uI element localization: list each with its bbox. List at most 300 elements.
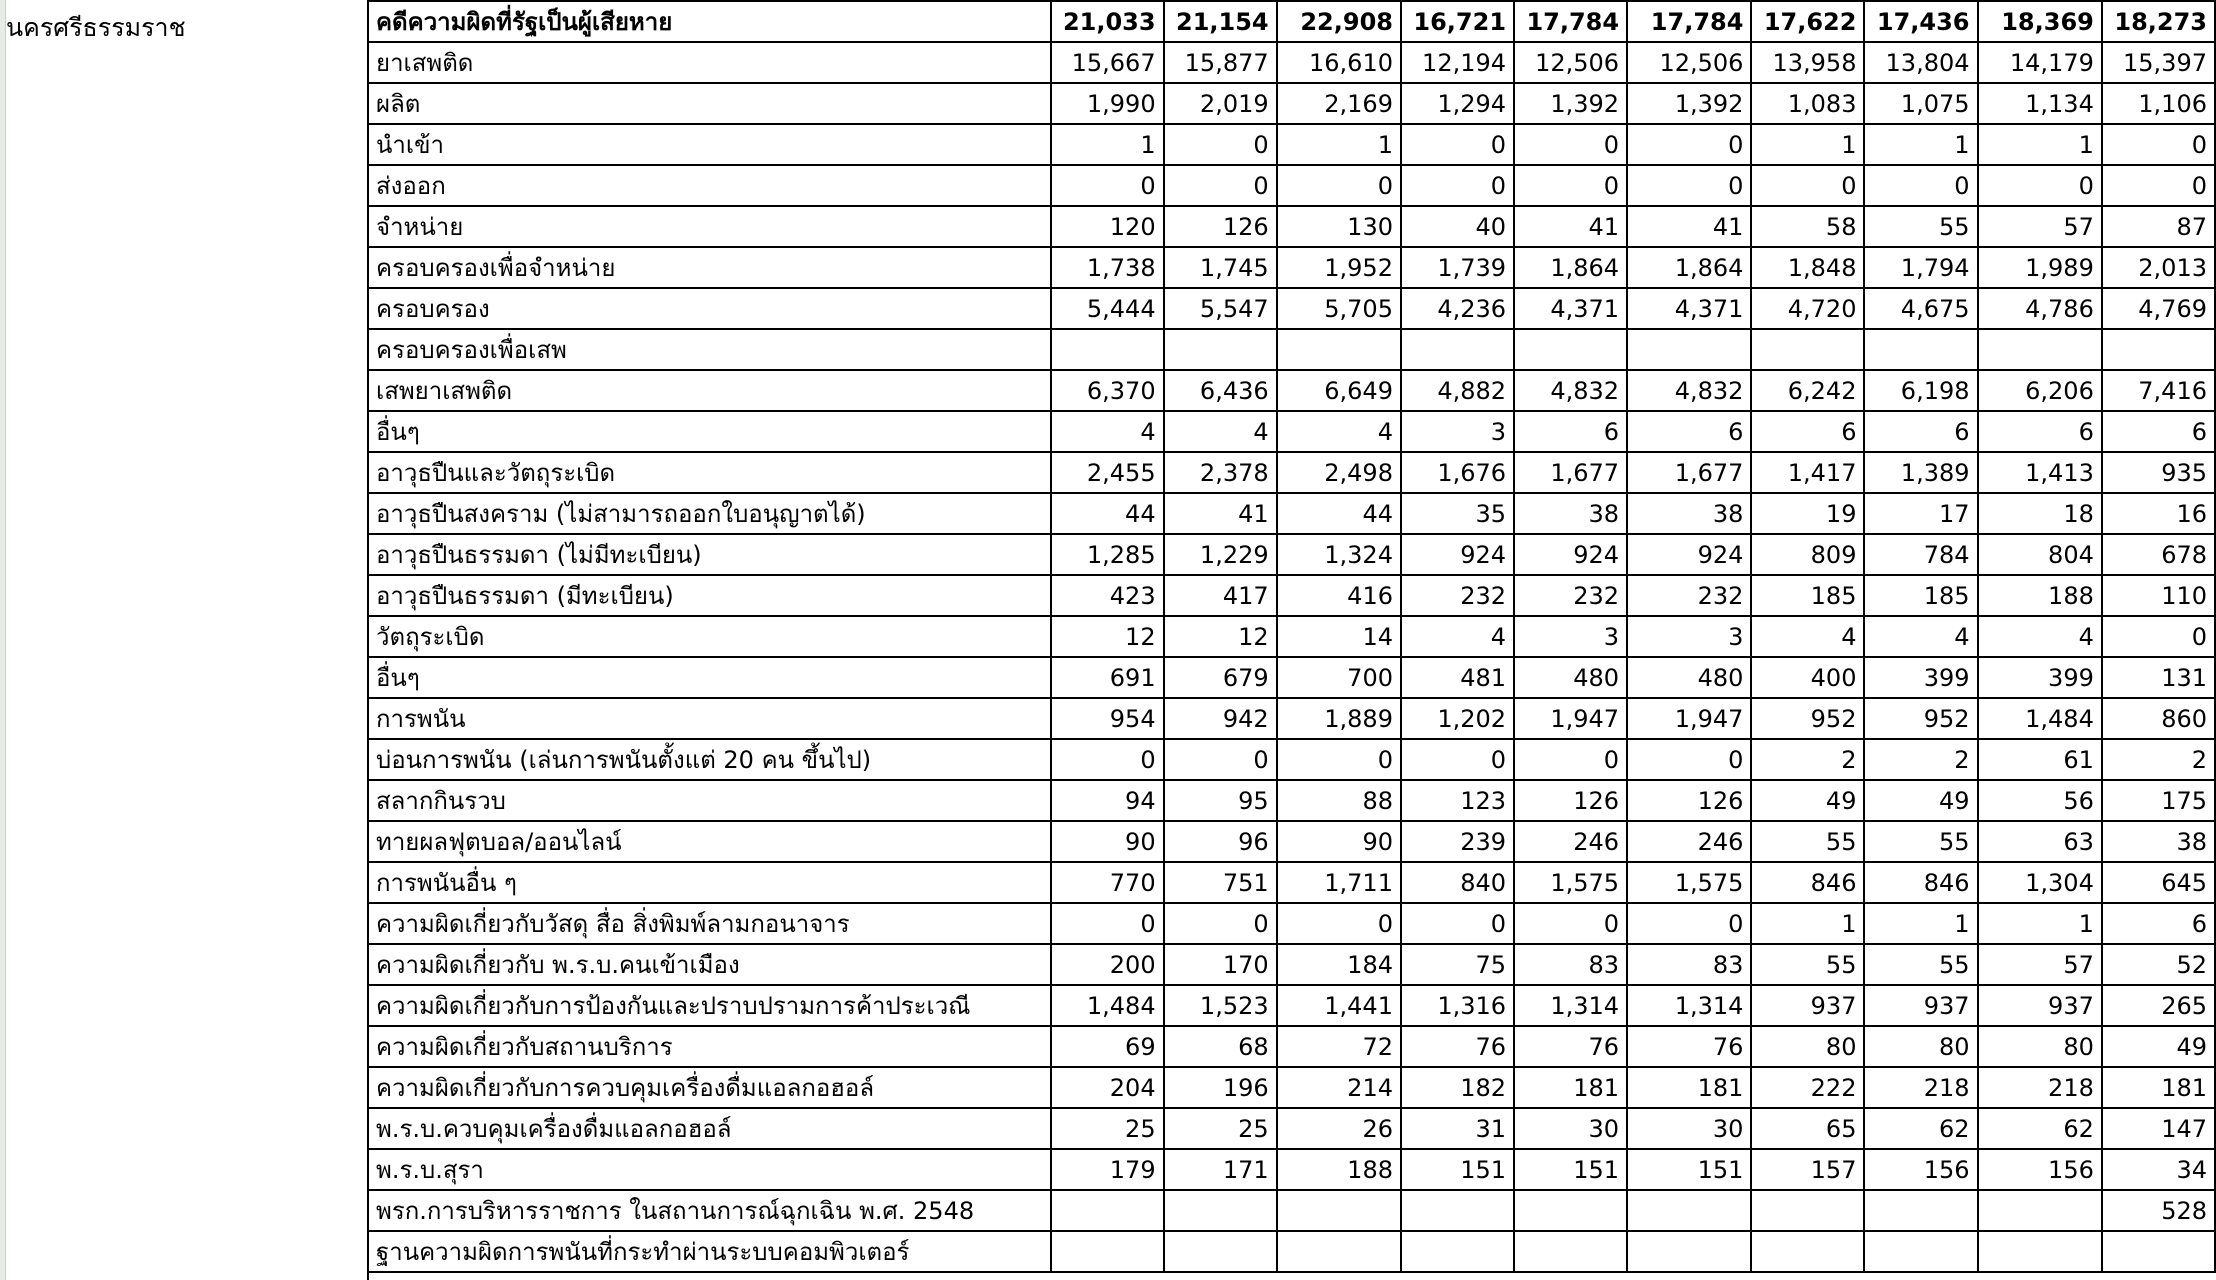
- value-cell[interactable]: 6: [1978, 411, 2102, 452]
- value-cell[interactable]: 860: [2102, 698, 2215, 739]
- value-cell[interactable]: [1051, 329, 1164, 370]
- value-cell[interactable]: 90: [1051, 821, 1164, 862]
- value-cell[interactable]: 69: [1051, 1026, 1164, 1067]
- value-cell[interactable]: 0: [1164, 739, 1277, 780]
- value-cell[interactable]: 4: [1978, 616, 2102, 657]
- value-cell[interactable]: [1978, 329, 2102, 370]
- value-cell[interactable]: 17,436: [1864, 1, 1977, 42]
- value-cell[interactable]: 1,075: [1864, 83, 1977, 124]
- value-cell[interactable]: 1: [1978, 903, 2102, 944]
- row-label-cell[interactable]: วัตถุระเบิด: [368, 616, 1051, 657]
- value-cell[interactable]: 218: [1864, 1067, 1977, 1108]
- value-cell[interactable]: [1627, 329, 1751, 370]
- value-cell[interactable]: 72: [1277, 1026, 1401, 1067]
- value-cell[interactable]: 90: [1277, 821, 1401, 862]
- value-cell[interactable]: 76: [1627, 1026, 1751, 1067]
- value-cell[interactable]: 38: [1514, 493, 1627, 534]
- value-cell[interactable]: 770: [1051, 862, 1164, 903]
- value-cell[interactable]: 55: [1864, 821, 1977, 862]
- value-cell[interactable]: 1,417: [1751, 452, 1864, 493]
- value-cell[interactable]: 2: [1751, 739, 1864, 780]
- value-cell[interactable]: 528: [2102, 1190, 2215, 1231]
- value-cell[interactable]: 0: [2102, 165, 2215, 206]
- value-cell[interactable]: 88: [1277, 780, 1401, 821]
- value-cell[interactable]: 6,242: [1751, 370, 1864, 411]
- value-cell[interactable]: 26: [1277, 1108, 1401, 1149]
- value-cell[interactable]: 1,392: [1627, 83, 1751, 124]
- value-cell[interactable]: 96: [1164, 821, 1277, 862]
- value-cell[interactable]: 4,371: [1514, 288, 1627, 329]
- value-cell[interactable]: 21,154: [1164, 1, 1277, 42]
- value-cell[interactable]: 34: [2102, 1149, 2215, 1190]
- value-cell[interactable]: 1,324: [1277, 534, 1401, 575]
- value-cell[interactable]: 18,369: [1978, 1, 2102, 42]
- value-cell[interactable]: 1: [1864, 903, 1977, 944]
- value-cell[interactable]: [1514, 1190, 1627, 1231]
- value-cell[interactable]: 4: [1401, 616, 1514, 657]
- value-cell[interactable]: [1514, 1231, 1627, 1272]
- value-cell[interactable]: 4,882: [1401, 370, 1514, 411]
- value-cell[interactable]: 2,013: [2102, 247, 2215, 288]
- value-cell[interactable]: 62: [1864, 1108, 1977, 1149]
- value-cell[interactable]: 171: [1164, 1149, 1277, 1190]
- value-cell[interactable]: 12,506: [1627, 42, 1751, 83]
- row-label-cell[interactable]: พ.ร.บ.สุรา: [368, 1149, 1051, 1190]
- value-cell[interactable]: 0: [1401, 165, 1514, 206]
- value-cell[interactable]: 0: [1627, 124, 1751, 165]
- value-cell[interactable]: [1277, 1190, 1401, 1231]
- value-cell[interactable]: 181: [1627, 1067, 1751, 1108]
- value-cell[interactable]: 21,033: [1051, 1, 1164, 42]
- value-cell[interactable]: 182: [1401, 1067, 1514, 1108]
- value-cell[interactable]: 937: [1978, 985, 2102, 1026]
- value-cell[interactable]: 3: [1627, 616, 1751, 657]
- value-cell[interactable]: 1,989: [1978, 247, 2102, 288]
- value-cell[interactable]: 1,441: [1277, 985, 1401, 1026]
- value-cell[interactable]: 17,784: [1627, 1, 1751, 42]
- value-cell[interactable]: 147: [2102, 1108, 2215, 1149]
- value-cell[interactable]: 700: [1277, 657, 1401, 698]
- value-cell[interactable]: 1,739: [1401, 247, 1514, 288]
- value-cell[interactable]: 246: [1514, 821, 1627, 862]
- value-cell[interactable]: [1864, 1231, 1977, 1272]
- value-cell[interactable]: 924: [1401, 534, 1514, 575]
- value-cell[interactable]: 16,721: [1401, 1, 1514, 42]
- value-cell[interactable]: 935: [2102, 452, 2215, 493]
- row-label-cell[interactable]: อาวุธปืนธรรมดา (ไม่มีทะเบียน): [368, 534, 1051, 575]
- value-cell[interactable]: 80: [1751, 1026, 1864, 1067]
- value-cell[interactable]: 0: [1514, 739, 1627, 780]
- value-cell[interactable]: [1164, 1190, 1277, 1231]
- value-cell[interactable]: [1751, 329, 1864, 370]
- value-cell[interactable]: 1,889: [1277, 698, 1401, 739]
- value-cell[interactable]: 232: [1514, 575, 1627, 616]
- value-cell[interactable]: 678: [2102, 534, 2215, 575]
- value-cell[interactable]: 41: [1164, 493, 1277, 534]
- value-cell[interactable]: [1864, 1190, 1977, 1231]
- value-cell[interactable]: 222: [1751, 1067, 1864, 1108]
- row-label-cell[interactable]: ผลิต: [368, 83, 1051, 124]
- row-label-cell[interactable]: ความผิดเกี่ยวกับการควบคุมเครื่องดื่มแอลกอฮอล์: [368, 1067, 1051, 1108]
- value-cell[interactable]: 417: [1164, 575, 1277, 616]
- value-cell[interactable]: 2,455: [1051, 452, 1164, 493]
- value-cell[interactable]: 1,294: [1401, 83, 1514, 124]
- value-cell[interactable]: 1,711: [1277, 862, 1401, 903]
- value-cell[interactable]: 44: [1277, 493, 1401, 534]
- value-cell[interactable]: 44: [1051, 493, 1164, 534]
- value-cell[interactable]: [1751, 1190, 1864, 1231]
- value-cell[interactable]: 840: [1401, 862, 1514, 903]
- value-cell[interactable]: [1751, 1231, 1864, 1272]
- value-cell[interactable]: 41: [1514, 206, 1627, 247]
- value-cell[interactable]: 80: [1864, 1026, 1977, 1067]
- value-cell[interactable]: 6: [1751, 411, 1864, 452]
- value-cell[interactable]: 1,848: [1751, 247, 1864, 288]
- value-cell[interactable]: 0: [1277, 165, 1401, 206]
- value-cell[interactable]: 846: [1864, 862, 1977, 903]
- value-cell[interactable]: 0: [1514, 124, 1627, 165]
- value-cell[interactable]: 1,947: [1627, 698, 1751, 739]
- row-label-cell[interactable]: พ.ร.บ.ควบคุมเครื่องดื่มแอลกอฮอล์: [368, 1108, 1051, 1149]
- value-cell[interactable]: 1,314: [1514, 985, 1627, 1026]
- value-cell[interactable]: 7,416: [2102, 370, 2215, 411]
- row-label-cell[interactable]: การพนันอื่น ๆ: [368, 862, 1051, 903]
- value-cell[interactable]: 185: [1864, 575, 1977, 616]
- value-cell[interactable]: 1,864: [1514, 247, 1627, 288]
- row-label-cell[interactable]: อาวุธปืนและวัตถุระเบิด: [368, 452, 1051, 493]
- value-cell[interactable]: 1,575: [1514, 862, 1627, 903]
- value-cell[interactable]: 6: [1627, 411, 1751, 452]
- row-label-cell[interactable]: เสพยาเสพติด: [368, 370, 1051, 411]
- value-cell[interactable]: 1,316: [1401, 985, 1514, 1026]
- value-cell[interactable]: 6: [1864, 411, 1977, 452]
- value-cell[interactable]: 3: [1514, 616, 1627, 657]
- value-cell[interactable]: 942: [1164, 698, 1277, 739]
- value-cell[interactable]: 952: [1751, 698, 1864, 739]
- value-cell[interactable]: 6,198: [1864, 370, 1977, 411]
- value-cell[interactable]: [1277, 1231, 1401, 1272]
- value-cell[interactable]: 218: [1978, 1067, 2102, 1108]
- value-cell[interactable]: 1: [1277, 124, 1401, 165]
- value-cell[interactable]: 4,236: [1401, 288, 1514, 329]
- value-cell[interactable]: 49: [1864, 780, 1977, 821]
- value-cell[interactable]: 15,877: [1164, 42, 1277, 83]
- value-cell[interactable]: 1,304: [1978, 862, 2102, 903]
- value-cell[interactable]: [1978, 1190, 2102, 1231]
- value-cell[interactable]: 151: [1401, 1149, 1514, 1190]
- value-cell[interactable]: 232: [1401, 575, 1514, 616]
- value-cell[interactable]: 937: [1751, 985, 1864, 1026]
- row-label-cell[interactable]: ยาเสพติด: [368, 42, 1051, 83]
- value-cell[interactable]: 123: [1401, 780, 1514, 821]
- value-cell[interactable]: 0: [1627, 903, 1751, 944]
- value-cell[interactable]: 62: [1978, 1108, 2102, 1149]
- value-cell[interactable]: 4: [1164, 411, 1277, 452]
- value-cell[interactable]: 6: [1514, 411, 1627, 452]
- value-cell[interactable]: 80: [1978, 1026, 2102, 1067]
- value-cell[interactable]: 1,229: [1164, 534, 1277, 575]
- value-cell[interactable]: 1,413: [1978, 452, 2102, 493]
- value-cell[interactable]: 41: [1627, 206, 1751, 247]
- row-label-cell[interactable]: อาวุธปืนสงคราม (ไม่สามารถออกใบอนุญาตได้): [368, 493, 1051, 534]
- value-cell[interactable]: 55: [1751, 821, 1864, 862]
- value-cell[interactable]: 6,436: [1164, 370, 1277, 411]
- value-cell[interactable]: 1,947: [1514, 698, 1627, 739]
- value-cell[interactable]: 35: [1401, 493, 1514, 534]
- value-cell[interactable]: 1,864: [1627, 247, 1751, 288]
- value-cell[interactable]: 0: [1514, 165, 1627, 206]
- value-cell[interactable]: 40: [1401, 206, 1514, 247]
- value-cell[interactable]: 1: [1751, 124, 1864, 165]
- value-cell[interactable]: 58: [1751, 206, 1864, 247]
- row-label-cell[interactable]: ครอบครองเพื่อเสพ: [368, 329, 1051, 370]
- value-cell[interactable]: [1051, 1231, 1164, 1272]
- value-cell[interactable]: 0: [1164, 165, 1277, 206]
- value-cell[interactable]: 22,908: [1277, 1, 1401, 42]
- value-cell[interactable]: 87: [2102, 206, 2215, 247]
- value-cell[interactable]: 1: [1051, 124, 1164, 165]
- value-cell[interactable]: 4,720: [1751, 288, 1864, 329]
- value-cell[interactable]: 4,832: [1514, 370, 1627, 411]
- value-cell[interactable]: 1,952: [1277, 247, 1401, 288]
- value-cell[interactable]: 0: [1164, 124, 1277, 165]
- value-cell[interactable]: 200: [1051, 944, 1164, 985]
- value-cell[interactable]: [2102, 329, 2215, 370]
- value-cell[interactable]: 954: [1051, 698, 1164, 739]
- value-cell[interactable]: 400: [1751, 657, 1864, 698]
- province-cell[interactable]: [6, 0, 369, 1280]
- value-cell[interactable]: 12,506: [1514, 42, 1627, 83]
- value-cell[interactable]: 52: [2102, 944, 2215, 985]
- value-cell[interactable]: 0: [1051, 165, 1164, 206]
- value-cell[interactable]: 55: [1864, 944, 1977, 985]
- value-cell[interactable]: 15,667: [1051, 42, 1164, 83]
- row-label-cell[interactable]: สลากกินรวบ: [368, 780, 1051, 821]
- value-cell[interactable]: 55: [1751, 944, 1864, 985]
- value-cell[interactable]: 645: [2102, 862, 2215, 903]
- value-cell[interactable]: 18: [1978, 493, 2102, 534]
- value-cell[interactable]: 2: [2102, 739, 2215, 780]
- value-cell[interactable]: 804: [1978, 534, 2102, 575]
- value-cell[interactable]: 924: [1627, 534, 1751, 575]
- value-cell[interactable]: 181: [1514, 1067, 1627, 1108]
- value-cell[interactable]: 157: [1751, 1149, 1864, 1190]
- value-cell[interactable]: 184: [1277, 944, 1401, 985]
- value-cell[interactable]: [1864, 329, 1977, 370]
- row-label-cell[interactable]: ความผิดเกี่ยวกับสถานบริการ: [368, 1026, 1051, 1067]
- row-label-cell[interactable]: นำเข้า: [368, 124, 1051, 165]
- row-label-cell[interactable]: อาวุธปืนธรรมดา (มีทะเบียน): [368, 575, 1051, 616]
- value-cell[interactable]: 1,083: [1751, 83, 1864, 124]
- value-cell[interactable]: 30: [1514, 1108, 1627, 1149]
- value-cell[interactable]: [1978, 1231, 2102, 1272]
- value-cell[interactable]: 416: [1277, 575, 1401, 616]
- row-label-cell[interactable]: ฐานความผิดการพนันที่กระทำผ่านระบบคอมพิวเตอร์: [368, 1231, 1051, 1272]
- value-cell[interactable]: 6,206: [1978, 370, 2102, 411]
- value-cell[interactable]: 246: [1627, 821, 1751, 862]
- value-cell[interactable]: 95: [1164, 780, 1277, 821]
- value-cell[interactable]: 1,677: [1627, 452, 1751, 493]
- value-cell[interactable]: 63: [1978, 821, 2102, 862]
- value-cell[interactable]: 94: [1051, 780, 1164, 821]
- value-cell[interactable]: 17,784: [1514, 1, 1627, 42]
- value-cell[interactable]: 0: [1277, 903, 1401, 944]
- value-cell[interactable]: 1,484: [1978, 698, 2102, 739]
- value-cell[interactable]: 924: [1514, 534, 1627, 575]
- value-cell[interactable]: [1401, 1231, 1514, 1272]
- value-cell[interactable]: 17: [1864, 493, 1977, 534]
- value-cell[interactable]: 56: [1978, 780, 2102, 821]
- value-cell[interactable]: 4: [1751, 616, 1864, 657]
- value-cell[interactable]: 480: [1514, 657, 1627, 698]
- value-cell[interactable]: 188: [1978, 575, 2102, 616]
- row-label-cell[interactable]: อื่นๆ: [368, 411, 1051, 452]
- value-cell[interactable]: 4: [1864, 616, 1977, 657]
- row-label-cell[interactable]: การพนัน: [368, 698, 1051, 739]
- row-label-cell[interactable]: ความผิดเกี่ยวกับ พ.ร.บ.คนเข้าเมือง: [368, 944, 1051, 985]
- value-cell[interactable]: 3: [1401, 411, 1514, 452]
- value-cell[interactable]: 751: [1164, 862, 1277, 903]
- value-cell[interactable]: 175: [2102, 780, 2215, 821]
- value-cell[interactable]: 423: [1051, 575, 1164, 616]
- value-cell[interactable]: 1,575: [1627, 862, 1751, 903]
- value-cell[interactable]: 25: [1164, 1108, 1277, 1149]
- value-cell[interactable]: 185: [1751, 575, 1864, 616]
- value-cell[interactable]: 188: [1277, 1149, 1401, 1190]
- value-cell[interactable]: [1051, 1190, 1164, 1231]
- value-cell[interactable]: 179: [1051, 1149, 1164, 1190]
- value-cell[interactable]: 1,202: [1401, 698, 1514, 739]
- value-cell[interactable]: 1: [1751, 903, 1864, 944]
- row-label-cell[interactable]: อื่นๆ: [368, 657, 1051, 698]
- value-cell[interactable]: 0: [1401, 124, 1514, 165]
- value-cell[interactable]: 65: [1751, 1108, 1864, 1149]
- value-cell[interactable]: 4,769: [2102, 288, 2215, 329]
- value-cell[interactable]: 170: [1164, 944, 1277, 985]
- value-cell[interactable]: 15,397: [2102, 42, 2215, 83]
- value-cell[interactable]: 846: [1751, 862, 1864, 903]
- value-cell[interactable]: 126: [1627, 780, 1751, 821]
- value-cell[interactable]: 120: [1051, 206, 1164, 247]
- value-cell[interactable]: 126: [1514, 780, 1627, 821]
- value-cell[interactable]: 2,498: [1277, 452, 1401, 493]
- value-cell[interactable]: 2,019: [1164, 83, 1277, 124]
- value-cell[interactable]: 76: [1514, 1026, 1627, 1067]
- row-label-cell[interactable]: ทายผลฟุตบอล/ออนไลน์: [368, 821, 1051, 862]
- value-cell[interactable]: 6: [2102, 411, 2215, 452]
- value-cell[interactable]: 1,484: [1051, 985, 1164, 1026]
- value-cell[interactable]: 1,745: [1164, 247, 1277, 288]
- value-cell[interactable]: [1401, 1190, 1514, 1231]
- value-cell[interactable]: 151: [1514, 1149, 1627, 1190]
- value-cell[interactable]: 0: [2102, 124, 2215, 165]
- value-cell[interactable]: [1627, 1231, 1751, 1272]
- value-cell[interactable]: 38: [1627, 493, 1751, 534]
- value-cell[interactable]: 0: [1401, 739, 1514, 780]
- value-cell[interactable]: 1,134: [1978, 83, 2102, 124]
- value-cell[interactable]: 0: [2102, 616, 2215, 657]
- value-cell[interactable]: 0: [1164, 903, 1277, 944]
- value-cell[interactable]: 61: [1978, 739, 2102, 780]
- value-cell[interactable]: 0: [1401, 903, 1514, 944]
- value-cell[interactable]: 1,677: [1514, 452, 1627, 493]
- value-cell[interactable]: 4,786: [1978, 288, 2102, 329]
- value-cell[interactable]: 399: [1864, 657, 1977, 698]
- value-cell[interactable]: 0: [1051, 903, 1164, 944]
- value-cell[interactable]: 4: [1277, 411, 1401, 452]
- row-label-cell[interactable]: ความผิดเกี่ยวกับการป้องกันและปราบปรามการค้าประเวณี: [368, 985, 1051, 1026]
- value-cell[interactable]: 480: [1627, 657, 1751, 698]
- value-cell[interactable]: 181: [2102, 1067, 2215, 1108]
- value-cell[interactable]: 1,314: [1627, 985, 1751, 1026]
- value-cell[interactable]: [1164, 329, 1277, 370]
- value-cell[interactable]: 0: [1864, 165, 1977, 206]
- value-cell[interactable]: 399: [1978, 657, 2102, 698]
- value-cell[interactable]: 76: [1401, 1026, 1514, 1067]
- value-cell[interactable]: 1,676: [1401, 452, 1514, 493]
- value-cell[interactable]: 232: [1627, 575, 1751, 616]
- value-cell[interactable]: 952: [1864, 698, 1977, 739]
- value-cell[interactable]: 19: [1751, 493, 1864, 534]
- value-cell[interactable]: 1,285: [1051, 534, 1164, 575]
- value-cell[interactable]: 14: [1277, 616, 1401, 657]
- value-cell[interactable]: 12: [1051, 616, 1164, 657]
- value-cell[interactable]: 130: [1277, 206, 1401, 247]
- value-cell[interactable]: 1,794: [1864, 247, 1977, 288]
- value-cell[interactable]: 14,179: [1978, 42, 2102, 83]
- value-cell[interactable]: 784: [1864, 534, 1977, 575]
- value-cell[interactable]: 4,832: [1627, 370, 1751, 411]
- value-cell[interactable]: 151: [1627, 1149, 1751, 1190]
- value-cell[interactable]: 6: [2102, 903, 2215, 944]
- value-cell[interactable]: [1277, 329, 1401, 370]
- value-cell[interactable]: 31: [1401, 1108, 1514, 1149]
- value-cell[interactable]: 0: [1277, 739, 1401, 780]
- value-cell[interactable]: 1,106: [2102, 83, 2215, 124]
- value-cell[interactable]: 0: [1051, 739, 1164, 780]
- value-cell[interactable]: 13,804: [1864, 42, 1977, 83]
- value-cell[interactable]: 75: [1401, 944, 1514, 985]
- value-cell[interactable]: 25: [1051, 1108, 1164, 1149]
- value-cell[interactable]: 17,622: [1751, 1, 1864, 42]
- value-cell[interactable]: 156: [1978, 1149, 2102, 1190]
- value-cell[interactable]: 5,547: [1164, 288, 1277, 329]
- value-cell[interactable]: 1: [1864, 124, 1977, 165]
- value-cell[interactable]: 18,273: [2102, 1, 2215, 42]
- value-cell[interactable]: 49: [1751, 780, 1864, 821]
- value-cell[interactable]: 4,371: [1627, 288, 1751, 329]
- row-label-cell[interactable]: จำหน่าย: [368, 206, 1051, 247]
- value-cell[interactable]: 5,705: [1277, 288, 1401, 329]
- value-cell[interactable]: 38: [2102, 821, 2215, 862]
- value-cell[interactable]: 131: [2102, 657, 2215, 698]
- value-cell[interactable]: 204: [1051, 1067, 1164, 1108]
- value-cell[interactable]: 1,990: [1051, 83, 1164, 124]
- value-cell[interactable]: 214: [1277, 1067, 1401, 1108]
- row-label-cell[interactable]: ความผิดเกี่ยวกับวัสดุ สื่อ สิ่งพิมพ์ลามกอนาจาร: [368, 903, 1051, 944]
- value-cell[interactable]: 0: [1514, 903, 1627, 944]
- value-cell[interactable]: 679: [1164, 657, 1277, 698]
- value-cell[interactable]: 2: [1864, 739, 1977, 780]
- value-cell[interactable]: 4: [1051, 411, 1164, 452]
- row-label-cell[interactable]: พรก.การบริหารราชการ ในสถานการณ์ฉุกเฉิน พ.ศ. 2548: [368, 1190, 1051, 1231]
- value-cell[interactable]: 16: [2102, 493, 2215, 534]
- value-cell[interactable]: 55: [1864, 206, 1977, 247]
- value-cell[interactable]: 809: [1751, 534, 1864, 575]
- value-cell[interactable]: 0: [1627, 165, 1751, 206]
- value-cell[interactable]: 1,389: [1864, 452, 1977, 493]
- value-cell[interactable]: [1627, 1190, 1751, 1231]
